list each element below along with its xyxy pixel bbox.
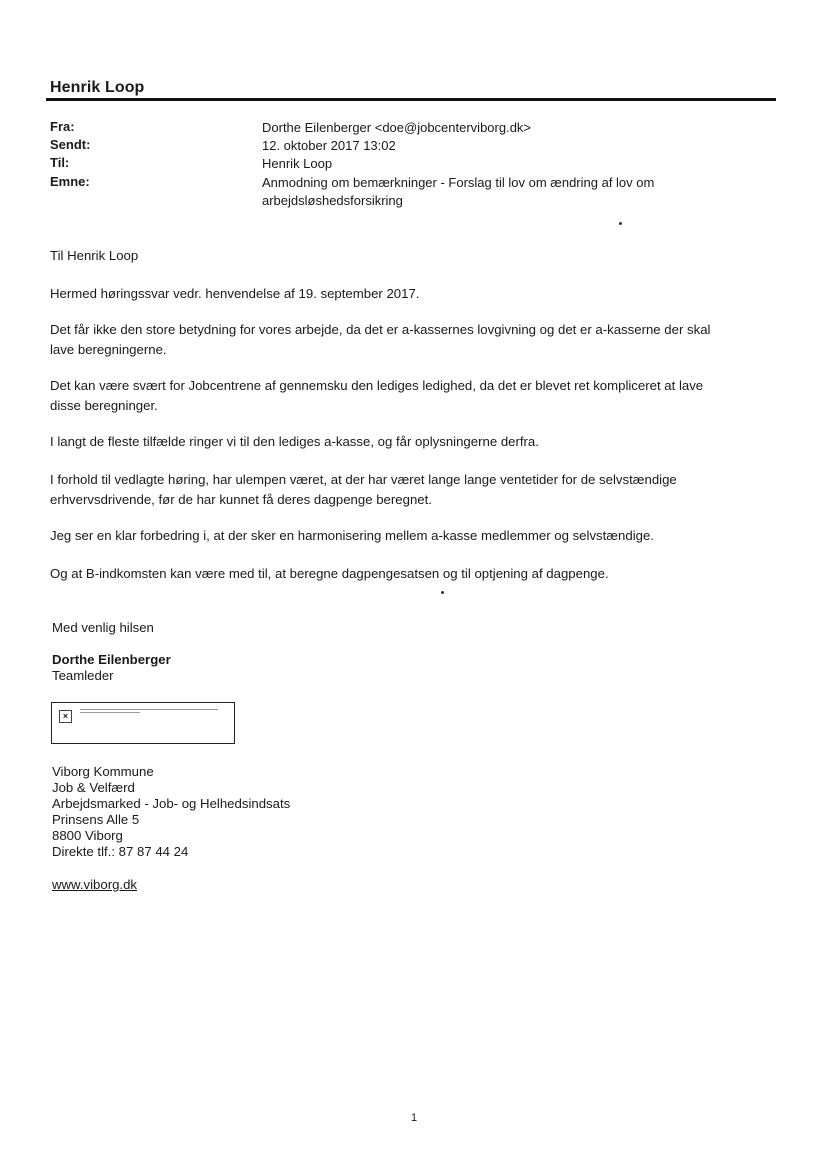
scan-speck <box>441 591 444 594</box>
sender-name-heading: Henrik Loop <box>50 79 145 96</box>
paragraph-5-line1: I forhold til vedlagte høring, har ulempen været, at der har været lange lange ventetider for de selvstændige <box>50 472 677 487</box>
subject-value-line1: Anmodning om bemærkninger - Forslag til lov om ændring af lov om <box>262 175 655 190</box>
subject-value-line2: arbejdsløshedsforsikring <box>262 193 403 208</box>
paragraph-4: I langt de fleste tilfælde ringer vi til den lediges a-kasse, og får oplysningerne derfra. <box>50 434 539 449</box>
paragraph-6: Jeg ser en klar forbedring i, at der sker en harmonisering mellem a-kasse medlemmer og selvstændige. <box>50 528 654 543</box>
department-1: Job & Velfærd <box>52 780 135 795</box>
closing: Med venlig hilsen <box>52 620 154 635</box>
greeting: Til Henrik Loop <box>50 248 139 263</box>
paragraph-1: Hermed høringssvar vedr. henvendelse af 19. september 2017. <box>50 286 420 301</box>
header-rule <box>46 98 776 101</box>
broken-image-icon: × <box>59 710 72 723</box>
street-address: Prinsens Alle 5 <box>52 812 140 827</box>
paragraph-3-line1: Det kan være svært for Jobcentrene af gennemsku den lediges ledighed, da det er blevet ret kompliceret at lave <box>50 378 704 393</box>
department-2: Arbejdsmarked - Job- og Helhedsindsats <box>52 796 291 811</box>
paragraph-3-line2: disse beregninger. <box>50 398 158 413</box>
org-name: Viborg Kommune <box>52 764 154 779</box>
signature-role: Teamleder <box>52 668 114 683</box>
paragraph-5-line2: erhvervsdrivende, før de har kunnet få deres dagpenge beregnet. <box>50 492 432 507</box>
paragraph-7: Og at B-indkomsten kan være med til, at beregne dagpengesatsen og til optjening af dagpenge. <box>50 566 609 581</box>
to-value: Henrik Loop <box>262 156 333 171</box>
placeholder-text-line <box>80 709 218 710</box>
from-value: Dorthe Eilenberger <doe@jobcenterviborg.dk> <box>262 120 532 135</box>
sent-value: 12. oktober 2017 13:02 <box>262 138 396 153</box>
from-label: Fra: <box>50 119 75 134</box>
phone-number: Direkte tlf.: 87 87 44 24 <box>52 844 189 859</box>
scan-speck <box>619 222 622 225</box>
subject-label: Emne: <box>50 174 90 189</box>
placeholder-text-line <box>80 712 140 713</box>
paragraph-2-line2: lave beregningerne. <box>50 342 167 357</box>
signature-image-box <box>51 702 235 744</box>
signature-name: Dorthe Eilenberger <box>52 652 171 667</box>
website-link[interactable]: www.viborg.dk <box>52 877 138 892</box>
city-address: 8800 Viborg <box>52 828 123 843</box>
sent-label: Sendt: <box>50 137 91 152</box>
page-number: 1 <box>410 1112 418 1124</box>
paragraph-2-line1: Det får ikke den store betydning for vores arbejde, da det er a-kassernes lovgivning og det er a-kasserne der skal <box>50 322 711 337</box>
to-label: Til: <box>50 155 70 170</box>
